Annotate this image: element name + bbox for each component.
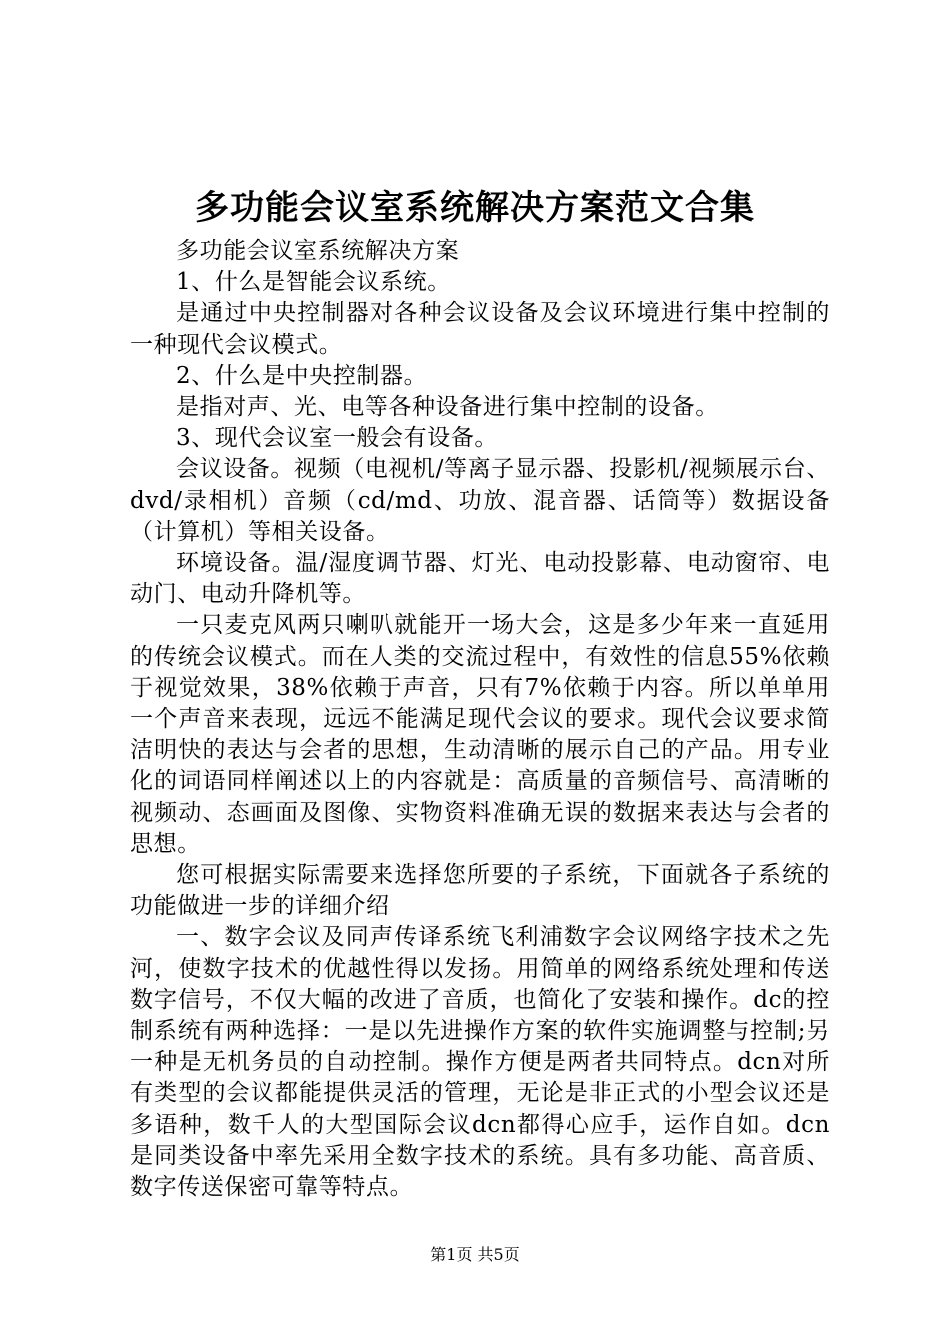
paragraph: 3、现代会议室一般会有设备。 [176, 425, 499, 452]
paragraph: 多功能会议室系统解决方案 [176, 238, 460, 264]
page-number-footer: 第1页 共5页 [430, 1245, 520, 1264]
paragraph: 一只麦克风两只喇叭就能开一场大会，这是多少年来一直延用的传统会议模式。而在人类的交流过程中，有效性的信息55%依赖于视觉效果，38%依赖于声音，只有7%依赖于内容。所以单单用一个声音来表现，远远不能满足现代会议的要求。现代会议要求简洁明快的表达与会者的思想，生动清晰的展示自己的产品。用专业化的词语同样阐述以上的内容就是：高质量的音频信号、高清晰的视频动、态画面及图像、实物资料准确无误的数据来表达与会者的思想。 [130, 612, 830, 857]
paragraph: 2、什么是中央控制器。 [176, 362, 428, 389]
document-title: 多功能会议室系统解决方案范文合集 [195, 188, 755, 228]
paragraph: 是通过中央控制器对各种会议设备及会议环境进行集中控制的一种现代会议模式。 [130, 300, 830, 358]
paragraph: 是指对声、光、电等各种设备进行集中控制的设备。 [176, 394, 719, 421]
document-body [130, 236, 830, 1203]
paragraph: 环境设备。温/湿度调节器、灯光、电动投影幕、电动窗帘、电动门、电动升降机等。 [130, 550, 830, 608]
paragraph: 会议设备。视频（电视机/等离子显示器、投影机/视频展示台、dvd/录相机）音频（cd/md、功放、混音器、话筒等）数据设备（计算机）等相关设备。 [130, 456, 830, 545]
paragraph: 1、什么是智能会议系统。 [176, 269, 451, 296]
paragraph: 一、数字会议及同声传译系统飞利浦数字会议网络字技术之先河，使数字技术的优越性得以发扬。用简单的网络系统处理和传送数字信号，不仅大幅的改进了音质，也简化了安装和操作。dc的控制系统有两种选择：一是以先进操作方案的软件实施调整与控制;另一种是无机务员的自动控制。操作方便是两者共同特点。dcn对所有类型的会议都能提供灵活的管理，无论是非正式的小型会议还是多语种，数千人的大型国际会议dcn都得心应手，运作自如。dcn是同类设备中率先采用全数字技术的系统。具有多功能、高音质、数字传送保密可靠等特点。 [130, 924, 830, 1201]
paragraph: 您可根据实际需要来选择您所要的子系统，下面就各子系统的功能做进一步的详细介绍 [130, 862, 830, 920]
